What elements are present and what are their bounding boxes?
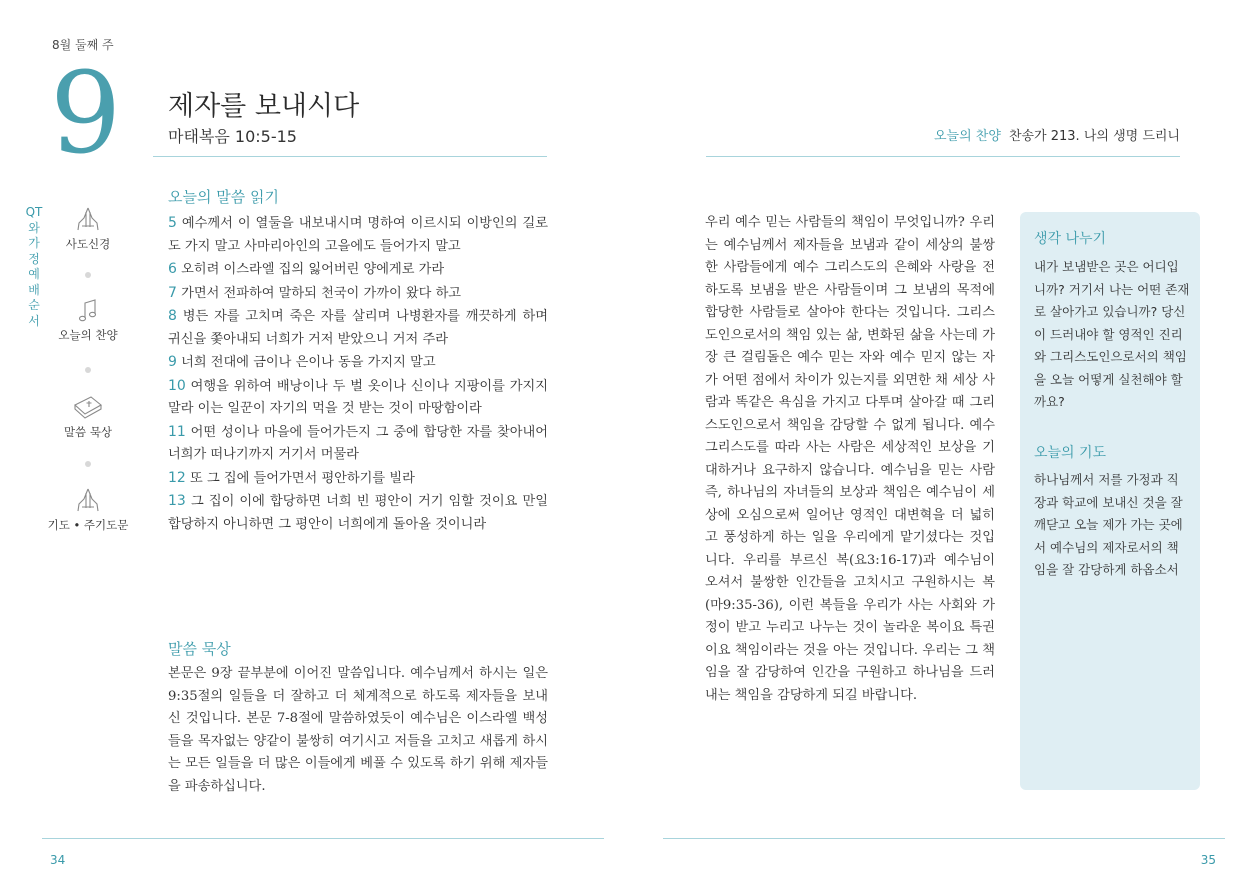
hymn-label: 오늘의 찬양 [934, 129, 1001, 144]
footer-divider-left [42, 838, 604, 839]
verse-text: 너희 전대에 금이나 은이나 동을 가지지 말고 [176, 355, 436, 370]
sidebar-item-prayer [43, 486, 133, 533]
verse-number: 13 [168, 493, 186, 509]
music-note-icon [73, 298, 103, 324]
header-divider-right [706, 156, 1180, 157]
verse [168, 258, 548, 282]
verse-number: 6 [168, 261, 177, 277]
sidebar-item-label: 오늘의 찬양 [58, 328, 118, 342]
vertical-label: QT와 가정예배 순서 [25, 205, 44, 328]
separator-dot [85, 461, 91, 467]
sidebar-item-hymn [43, 298, 133, 343]
hymn-info [934, 125, 1180, 144]
verse [168, 467, 548, 491]
day-number: 9 [50, 49, 122, 179]
separator-dot [85, 272, 91, 278]
verse-text: 가면서 전파하여 말하되 천국이 가까이 왔다 하고 [176, 285, 462, 301]
prayer-heading: 오늘의 기도 [1034, 445, 1107, 461]
meditation-text: 본문은 9장 끝부분에 이어진 말씀입니다. 예수님께서 하시는 일은 9:35절의 일들을 더 잘하고 더 체계적으로 하도록 제자들을 보내신 것입니다. 본문 7-8절에 말씀하였듯이 예수님은 이스라엘 백성들을 목자없는 양같이 불쌍히 여기시고 저들을 고치고 새롭게 하시는 모든 일들을 더 많은 이들에게 베풀 수 있도록 하기 위해 제자들을 파송하십니다. [168, 666, 548, 794]
sidebar-item-label: 기도 • 주기도문 [47, 518, 129, 532]
verse-number: 5 [168, 215, 177, 231]
page-title: 제자를 보내시다 [168, 91, 360, 122]
sidebar-item-creed [43, 205, 133, 252]
verse-text: 어떤 성이나 마을에 들어가든지 그 중에 합당한 자를 찾아내어 너희가 떠나기까지 거기서 머물라 [168, 424, 548, 462]
verse-text: 병든 자를 고치며 죽은 자를 살리며 나병환자를 깨끗하게 하며 귀신을 쫓아내되 너희가 거저 받았으니 거저 주라 [168, 309, 548, 347]
header-divider-left [153, 156, 547, 157]
verse-number: 10 [168, 377, 186, 394]
verse [168, 282, 548, 306]
application-text: 우리 예수 믿는 사람들의 책임이 무엇입니까? 우리는 예수님께서 제자들을 보냄과 같이 세상의 불쌍한 사람들에게 예수 그리스도의 은혜와 사랑을 전하도록 보냄을 받은 사람들이며 그 보냄의 목적에 합당한 사람들로 살아야 한다는 것입니다. 그리스도인으로서의 책임 있는 삶, 변화된 삶을 사는데 가장 큰 걸림돌은 예수 믿는 자와 예수 믿지 않는 자가 어떤 점에서 차이가 있는지를 외면한 채 세상 사람과 똑같은 욕심을 가지고 다투며 살아갈 때 그리스도인으로서 책임을 감당할 수 없게 됩니다. 예수 그리스도를 따라 사는 사람은 세상적인 보상을 기대하거나 요구하지 않습니다. 예수님을 믿는 사람 즉, 하나님의 자녀들의 보상과 책임은 예수님이 세상에 오심으로써 일어난 영적인 대변혁을 더 넓히고 풍성하게 하는 일을 우리에게 맡기셨다는 것입니다. 우리를 부르신 복(요3:16-17)과 예수님이 오셔서 불쌍한 인간들을 고치시고 구원하시는 복(마9:35-36), 이런 복들을 우리가 사는 사회와 가정이 받고 누리고 나누는 것이 놀라운 복이요 특권이요 책임이라는 것을 아는 것입니다. 우리는 그 책임을 잘 감당하여 인간을 구원하고 하나님을 드러내는 책임을 감당하게 되길 바랍니다. [705, 215, 995, 703]
verse-number: 9 [168, 354, 177, 370]
reading-heading: 오늘의 말씀 읽기 [168, 188, 279, 206]
sidebar-item-label: 사도신경 [65, 237, 111, 251]
verse [168, 375, 548, 421]
verse-number: 7 [168, 284, 177, 301]
page-number-left: 34 [50, 853, 66, 867]
reflection-box [1020, 212, 1200, 790]
verse [168, 421, 548, 467]
prayer-text: 하나님께서 저를 가정과 직장과 학교에 보내신 것을 잘 깨닫고 오늘 제가 가는 곳에서 예수님의 제자로서의 책임을 잘 감당하게 하옵소서 [1034, 472, 1183, 577]
week-label: 8월 둘째 주 [52, 38, 114, 52]
verse-text: 또 그 집에 들어가면서 평안하기를 빌라 [185, 470, 415, 486]
verse-text: 예수께서 이 열둘을 내보내시며 명하여 이르시되 이방인의 길로도 가지 말고 사마리아인의 고을에도 들어가지 말고 [168, 216, 548, 254]
share-heading: 생각 나누기 [1034, 231, 1107, 247]
praying-hands-icon [73, 486, 103, 514]
verse-list [168, 212, 548, 536]
verse-text: 오히려 이스라엘 집의 잃어버린 양에게로 가라 [176, 262, 445, 277]
verse [168, 490, 548, 536]
verse-text: 여행을 위하여 배낭이나 두 벌 옷이나 신이나 지팡이를 가지지 말라 이는 일꾼이 자기의 먹을 것 받는 것이 마땅함이라 [168, 378, 548, 416]
verse-number: 11 [168, 423, 186, 440]
footer-divider-right [663, 838, 1225, 839]
praying-hands-icon [73, 205, 103, 233]
verse [168, 212, 548, 258]
verse-text: 그 집이 이에 합당하면 너희 빈 평안이 거기 임할 것이요 만일 합당하지 아니하면 그 평안이 너희에게 돌아올 것이니라 [168, 494, 548, 532]
hymn-title: 찬송가 213. 나의 생명 드리니 [1008, 129, 1180, 144]
verse-number: 12 [168, 469, 186, 486]
verse [168, 305, 548, 351]
scripture-reference: 마태복음 10:5-15 [168, 127, 297, 146]
meditation-heading: 말씀 묵상 [168, 640, 231, 658]
bible-book-icon [72, 393, 104, 421]
separator-dot [85, 367, 91, 373]
verse [168, 351, 548, 375]
sidebar-item-label: 말씀 묵상 [63, 425, 113, 439]
verse-number: 8 [168, 308, 177, 324]
sidebar-item-meditation [43, 393, 133, 440]
page-number-right: 35 [1200, 853, 1216, 867]
share-text: 내가 보냄받은 곳은 어디입니까? 거기서 나는 어떤 존재로 살아가고 있습니까? 당신이 드러내야 할 영적인 진리와 그리스도인으로서의 책임을 오늘 어떻게 실천해야 할까요? [1034, 259, 1190, 409]
